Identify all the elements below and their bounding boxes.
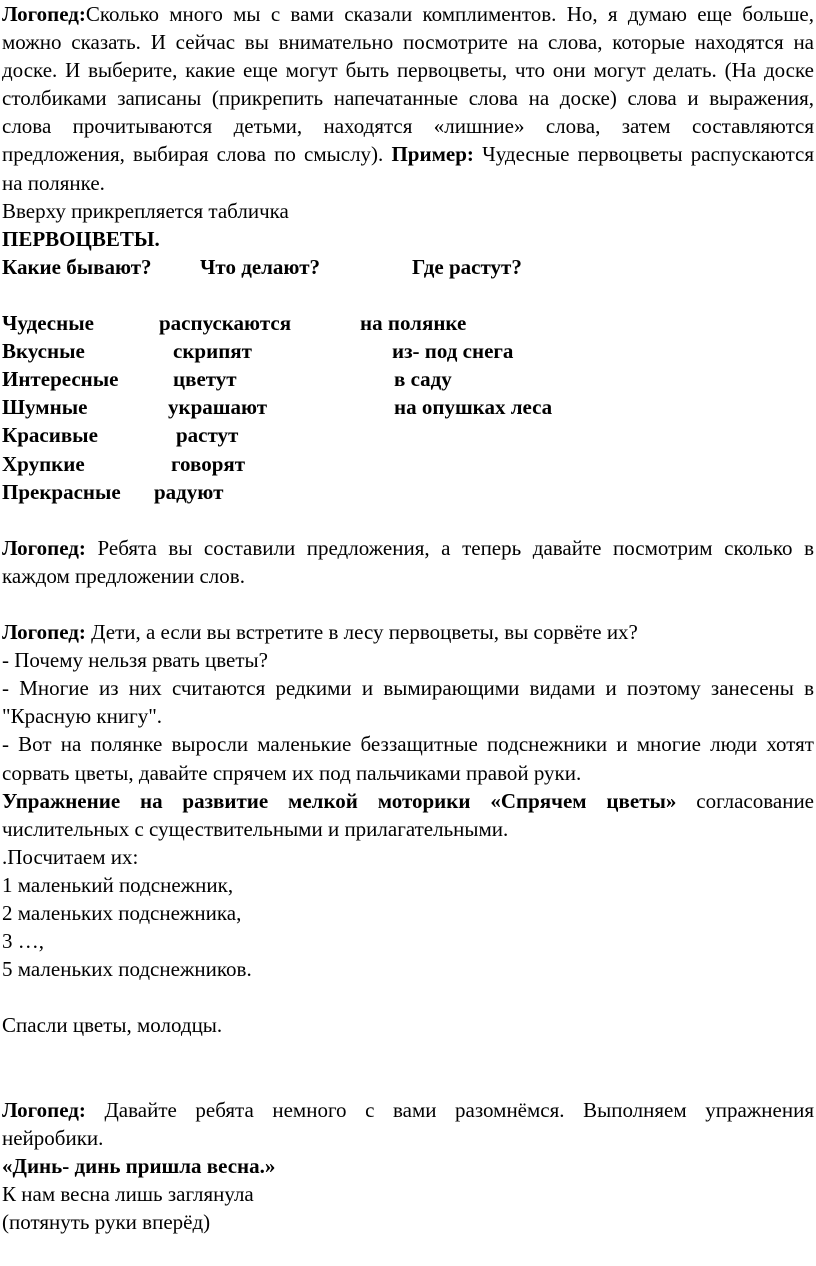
question-what-do: Что делают?	[200, 254, 321, 279]
example-label: Пример:	[391, 142, 474, 167]
table-cell-adjective: Интересные	[2, 367, 119, 392]
table-row	[2, 478, 814, 506]
table-row	[2, 450, 814, 478]
spacer	[2, 1039, 814, 1067]
sign-note: Вверху прикрепляется табличка	[2, 198, 289, 223]
dialog-line: - Вот на полянке выросли маленькие беззащитные подснежники и многие люди хотят сорвать цветы, давайте спрячем их под пальчиками правой руки.	[2, 732, 814, 785]
table-cell-place: из- под снега	[392, 339, 514, 364]
speaker-label: Логопед:	[2, 535, 86, 560]
saved-text: Спасли цветы, молодцы.	[2, 1013, 223, 1038]
exercise-text: согласование числительных с существительными и прилагательными.	[2, 788, 815, 841]
table-row	[2, 337, 814, 365]
table-cell-verb: цветут	[173, 367, 237, 392]
dialog-line: - Многие из них считаются редкими и вымирающими видами и поэтому занесены в "Красную книгу".	[2, 676, 814, 729]
question-where-grow: Где растут?	[412, 254, 522, 279]
question-text: Дети, а если вы встретите в лесу первоцветы, вы сорвёте их?	[85, 620, 638, 645]
list-item: 3 …,	[2, 929, 44, 954]
list-item: 2 маленьких подснежника,	[2, 901, 242, 925]
dialog-line: - Почему нельзя рвать цветы?	[2, 648, 268, 673]
sign-title: ПЕРВОЦВЕТЫ.	[2, 226, 160, 251]
table-cell-place: в саду	[394, 367, 452, 392]
table-row	[2, 393, 814, 421]
intro-paragraph	[2, 0, 814, 197]
spacer	[2, 983, 814, 1011]
question-paragraph	[2, 618, 814, 646]
count-words-paragraph	[2, 534, 814, 590]
example-text: Чудесные первоцветы распускаются на полянке.	[2, 142, 814, 195]
table-cell-place: на полянке	[360, 311, 467, 336]
table-cell-adjective: Шумные	[2, 395, 88, 420]
poem-line: (потянуть руки вперёд)	[2, 1210, 211, 1235]
spacer	[2, 1068, 814, 1096]
table-cell-verb: украшают	[168, 395, 268, 420]
poem-title: «Динь- динь пришла весна.»	[2, 1153, 276, 1178]
table-cell-verb: скрипят	[173, 339, 252, 364]
speaker-label: Логопед:	[2, 1097, 86, 1122]
intro-text: Сколько много мы с вами сказали комплиментов. Но, я думаю еще больше, можно сказать. И сейчас вы внимательно посмотрите на слова, которые находятся на доске. И выберите, какие еще могут быть первоцветы, что они могут делать. (На доске столбиками записаны (прикрепить напечатанные слова на доске) слова и выражения, слова прочитываются детьми, находятся «лишние» слова, затем составляются предложения, выбирая слова по смыслу).	[2, 2, 814, 167]
table-cell-adjective: Вкусные	[2, 339, 85, 364]
table-cell-adjective: Красивые	[2, 423, 98, 448]
table-row	[2, 421, 814, 449]
warmup-text: Давайте ребята немного с вами разомнёмся. Выполняем упражнения нейробики.	[2, 1097, 814, 1150]
count-words-text: Ребята вы составили предложения, а теперь давайте посмотрим сколько в каждом предложении слов.	[2, 535, 814, 588]
table-cell-adjective: Чудесные	[2, 311, 94, 336]
poem-line: К нам весна лишь заглянула	[2, 1181, 254, 1206]
exercise-paragraph	[2, 787, 814, 843]
list-item: 5 маленьких подснежников.	[2, 957, 252, 982]
table-cell-adjective: Прекрасные	[2, 479, 121, 504]
warmup-paragraph	[2, 1096, 814, 1152]
exercise-title: Упражнение на развитие мелкой моторики «Спрячем цветы»	[2, 788, 677, 813]
table-row	[2, 365, 814, 393]
table-row	[2, 309, 814, 337]
spacer	[2, 506, 814, 534]
question-what-kind: Какие бывают?	[2, 254, 152, 279]
list-item: .Посчитаем их:	[2, 844, 139, 869]
counting-list	[2, 843, 814, 983]
word-table	[2, 309, 814, 506]
table-cell-verb: распускаются	[159, 311, 292, 336]
table-cell-place: на опушках леса	[394, 395, 553, 420]
list-item: 1 маленький подснежник,	[2, 872, 234, 897]
table-cell-verb: растут	[176, 423, 239, 448]
speaker-label: Логопед:	[2, 2, 86, 26]
speaker-label: Логопед:	[2, 620, 86, 645]
spacer	[2, 281, 814, 309]
questions-row	[2, 253, 814, 281]
table-cell-adjective: Хрупкие	[2, 451, 85, 476]
table-cell-verb: говорят	[171, 451, 246, 476]
table-cell-verb: радуют	[154, 479, 224, 504]
spacer	[2, 590, 814, 618]
